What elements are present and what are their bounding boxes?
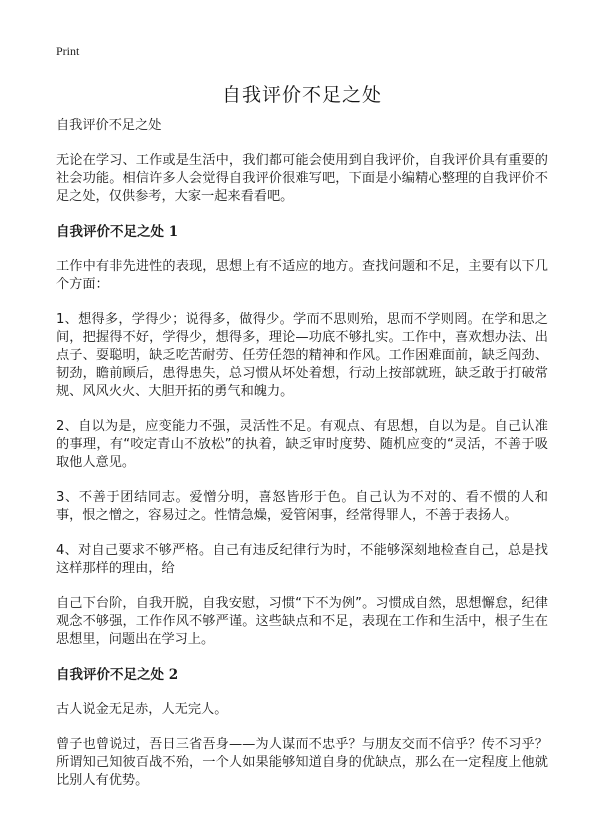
section-2-paragraph-2: 曾子也曾说过，吾日三省吾身——为人谋而不忠乎？与朋友交而不信乎？传不习乎？所谓知己知彼百战不殆，一个人如果能够知道自身的优缺点，那么在一定程度上他就比别人有优势。 (56, 737, 548, 788)
intro-paragraph: 无论在学习、工作或是生活中，我们都可能会使用到自我评价，自我评价具有重要的社会功能。相信许多人会觉得自我评价很难写吧，下面是小编精心整理的自我评价不足之处，仅供参考，大家一起来看看吧。 (56, 153, 548, 204)
section-2-heading: 自我评价不足之处 2 (56, 667, 179, 683)
print-link[interactable]: Print (56, 44, 80, 58)
article-body (56, 117, 548, 807)
section-1-paragraph-3: 2、自以为是，应变能力不强，灵活性不足。有观点、有思想，自以为是。自己认准的事理，有“咬定青山不放松”的执着，缺乏审时度势、随机应变的“灵活，不善于吸取他人意见。 (56, 419, 548, 470)
page-title: 自我评价不足之处 (221, 84, 382, 106)
section-1-paragraph-4: 3、不善于团结同志。爱憎分明，喜怒皆形于色。自己认为不对的、看不惯的人和事，恨之憎之，容易过之。性情急燥，爱管闲事，经常得罪人，不善于表扬人。 (56, 490, 548, 523)
section-1-paragraph-2: 1、想得多，学得少；说得多，做得少。学而不思则殆，思而不学则罔。在学和思之间，把握得不好，学得少，想得多，理论—功底不够扎实。工作中，喜欢想办法、出点子、耍聪明，缺乏吃苦耐劳、任劳任怨的精神和作风。工作困难面前，缺乏闯劲、韧劲，瞻前顾后，患得患失，总习惯从坏处着想，行动上按部就班，缺乏敢于打破常规、风风火火、大胆开拓的勇气和魄力。 (56, 312, 548, 399)
section-2-paragraph-1: 古人说金无足赤，人无完人。 (56, 702, 228, 717)
section-1-paragraph-5: 4、对自己要求不够严格。自己有违反纪律行为时，不能够深刻地检查自己，总是找这样那样的理由，给 (56, 543, 548, 576)
subtitle-text: 自我评价不足之处 (56, 118, 162, 133)
section-1-heading: 自我评价不足之处 1 (56, 224, 179, 240)
section-1-paragraph-1: 工作中有非先进性的表现，思想上有不适应的地方。查找问题和不足，主要有以下几个方面： (56, 259, 548, 292)
section-1-paragraph-6: 自己下台阶，自我开脱，自我安慰，习惯“下不为例”。习惯成自然，思想懈怠，纪律观念不够强，工作作风不够严谨。这些缺点和不足，表现在工作和生活中，根子生在思想里，问题出在学习上。 (56, 596, 548, 647)
